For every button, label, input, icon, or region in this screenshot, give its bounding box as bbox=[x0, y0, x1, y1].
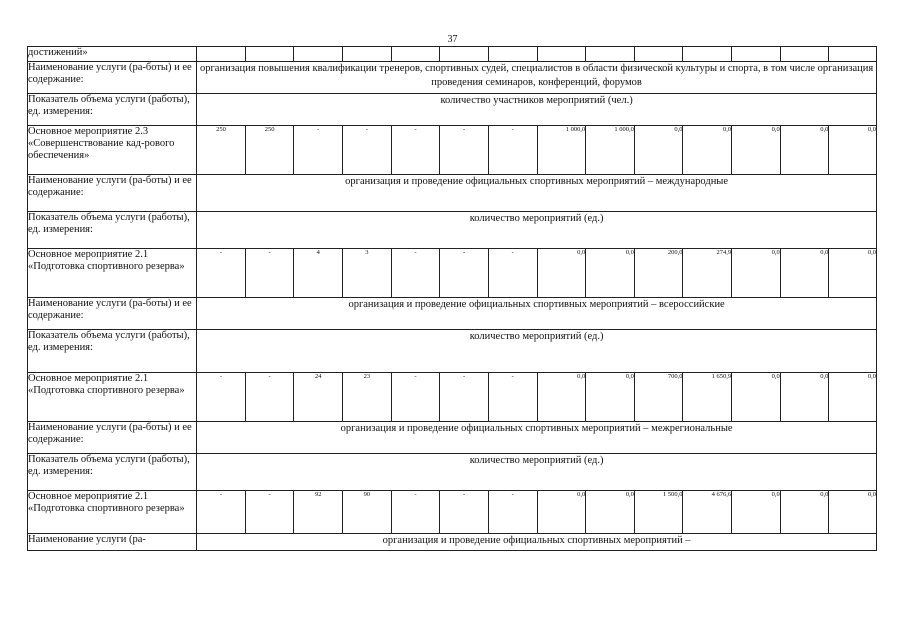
value-cell: - bbox=[440, 373, 489, 422]
indicator-label: Показатель объема услуги (работы), ед. измерения: bbox=[28, 94, 197, 126]
page-number: 37 bbox=[447, 34, 458, 45]
indicator-label: Показатель объема услуги (работы), ед. измерения: bbox=[28, 330, 197, 373]
value-cell: - bbox=[245, 373, 294, 422]
activity-label: Основное мероприятие 2.1 «Подготовка спортивного резерва» bbox=[28, 491, 197, 534]
service-label: Наименование услуги (ра-боты) и ее содержание: bbox=[28, 298, 197, 330]
value-cell: 3 bbox=[343, 249, 392, 298]
value-cell: 0,0 bbox=[537, 491, 586, 534]
value-cell: - bbox=[391, 373, 440, 422]
value-cell: - bbox=[294, 126, 343, 175]
value-cell: 0,0 bbox=[732, 491, 781, 534]
value-cell: 0,0 bbox=[586, 491, 635, 534]
value-cell: 23 bbox=[343, 373, 392, 422]
value-cell: 0,0 bbox=[683, 126, 732, 175]
service-content: организация и проведение официальных спортивных мероприятий – международные bbox=[197, 175, 877, 212]
value-cell: 1 500,0 bbox=[634, 491, 683, 534]
indicator-content: количество участников мероприятий (чел.) bbox=[197, 94, 877, 126]
service-row bbox=[28, 422, 877, 454]
value-cell: 0,0 bbox=[829, 491, 877, 534]
indicator-content: количество мероприятий (ед.) bbox=[197, 454, 877, 491]
value-cell: 250 bbox=[197, 126, 246, 175]
value-cell: - bbox=[245, 249, 294, 298]
activity-row bbox=[28, 249, 877, 298]
indicator-label: Показатель объема услуги (работы), ед. измерения: bbox=[28, 454, 197, 491]
activity-label: Основное мероприятие 2.3 «Совершенствование кад-рового обеспечения» bbox=[28, 126, 197, 175]
indicator-row bbox=[28, 94, 877, 126]
value-cell: 0,0 bbox=[732, 249, 781, 298]
indicator-content: количество мероприятий (ед.) bbox=[197, 212, 877, 249]
indicator-row bbox=[28, 330, 877, 373]
value-cell: 24 bbox=[294, 373, 343, 422]
value-cell: - bbox=[488, 491, 537, 534]
value-cell: 90 bbox=[343, 491, 392, 534]
value-cell: 0,0 bbox=[586, 373, 635, 422]
value-cell: 0,0 bbox=[780, 126, 829, 175]
value-cell: - bbox=[197, 491, 246, 534]
value-cell: 4 bbox=[294, 249, 343, 298]
value-cell: 1 000,0 bbox=[586, 126, 635, 175]
value-cell: - bbox=[440, 249, 489, 298]
service-label: Наименование услуги (ра-боты) и ее содержание: bbox=[28, 62, 197, 94]
service-row bbox=[28, 298, 877, 330]
activity-label: Основное мероприятие 2.1 «Подготовка спортивного резерва» bbox=[28, 249, 197, 298]
value-cell: 0,0 bbox=[780, 491, 829, 534]
top-row bbox=[28, 47, 877, 62]
value-cell: - bbox=[197, 249, 246, 298]
value-cell: 0,0 bbox=[732, 126, 781, 175]
service-row-partial bbox=[28, 534, 877, 551]
value-cell: 0,0 bbox=[732, 373, 781, 422]
value-cell: 0,0 bbox=[780, 373, 829, 422]
value-cell: 0,0 bbox=[586, 249, 635, 298]
service-content: организация и проведение официальных спортивных мероприятий – всероссийские bbox=[197, 298, 877, 330]
value-cell: 200,0 bbox=[634, 249, 683, 298]
value-cell: - bbox=[245, 491, 294, 534]
value-cell: - bbox=[440, 491, 489, 534]
value-cell: 92 bbox=[294, 491, 343, 534]
service-label: Наименование услуги (ра-боты) и ее содержание: bbox=[28, 175, 197, 212]
indicator-label: Показатель объема услуги (работы), ед. измерения: bbox=[28, 212, 197, 249]
value-cell: 1 650,9 bbox=[683, 373, 732, 422]
activity-label: Основное мероприятие 2.1 «Подготовка спортивного резерва» bbox=[28, 373, 197, 422]
value-cell: - bbox=[488, 126, 537, 175]
service-content: организация и проведение официальных спортивных мероприятий – межрегиональные bbox=[197, 422, 877, 454]
value-cell: - bbox=[197, 373, 246, 422]
value-cell: 0,0 bbox=[829, 249, 877, 298]
indicator-content: количество мероприятий (ед.) bbox=[197, 330, 877, 373]
service-label: Наименование услуги (ра- bbox=[28, 534, 197, 551]
service-label: Наименование услуги (ра-боты) и ее содержание: bbox=[28, 422, 197, 454]
service-row bbox=[28, 175, 877, 212]
value-cell: - bbox=[343, 126, 392, 175]
value-cell: - bbox=[391, 491, 440, 534]
indicator-row bbox=[28, 212, 877, 249]
activity-row bbox=[28, 491, 877, 534]
value-cell: 0,0 bbox=[634, 126, 683, 175]
activity-row bbox=[28, 373, 877, 422]
value-cell: 274,9 bbox=[683, 249, 732, 298]
value-cell: - bbox=[488, 249, 537, 298]
value-cell: 0,0 bbox=[829, 373, 877, 422]
activity-row bbox=[28, 126, 877, 175]
value-cell: - bbox=[391, 126, 440, 175]
value-cell: 0,0 bbox=[537, 249, 586, 298]
value-cell: - bbox=[440, 126, 489, 175]
value-cell: - bbox=[391, 249, 440, 298]
value-cell: 0,0 bbox=[537, 373, 586, 422]
value-cell: 1 000,0 bbox=[537, 126, 586, 175]
state-task-table bbox=[27, 46, 877, 551]
top-row-label: достижений» bbox=[28, 47, 197, 62]
service-content: организация повышения квалификации тренеров, спортивных судей, специалистов в области физической культуры и спорта, в том числе организация проведения семинаров, конференций, форумов bbox=[197, 62, 877, 94]
service-content: организация и проведение официальных спортивных мероприятий – bbox=[197, 534, 877, 551]
value-cell: 700,0 bbox=[634, 373, 683, 422]
service-row bbox=[28, 62, 877, 94]
value-cell: 4 676,6 bbox=[683, 491, 732, 534]
value-cell: 250 bbox=[245, 126, 294, 175]
value-cell: 0,0 bbox=[780, 249, 829, 298]
value-cell: - bbox=[488, 373, 537, 422]
indicator-row bbox=[28, 454, 877, 491]
value-cell: 0,0 bbox=[829, 126, 877, 175]
